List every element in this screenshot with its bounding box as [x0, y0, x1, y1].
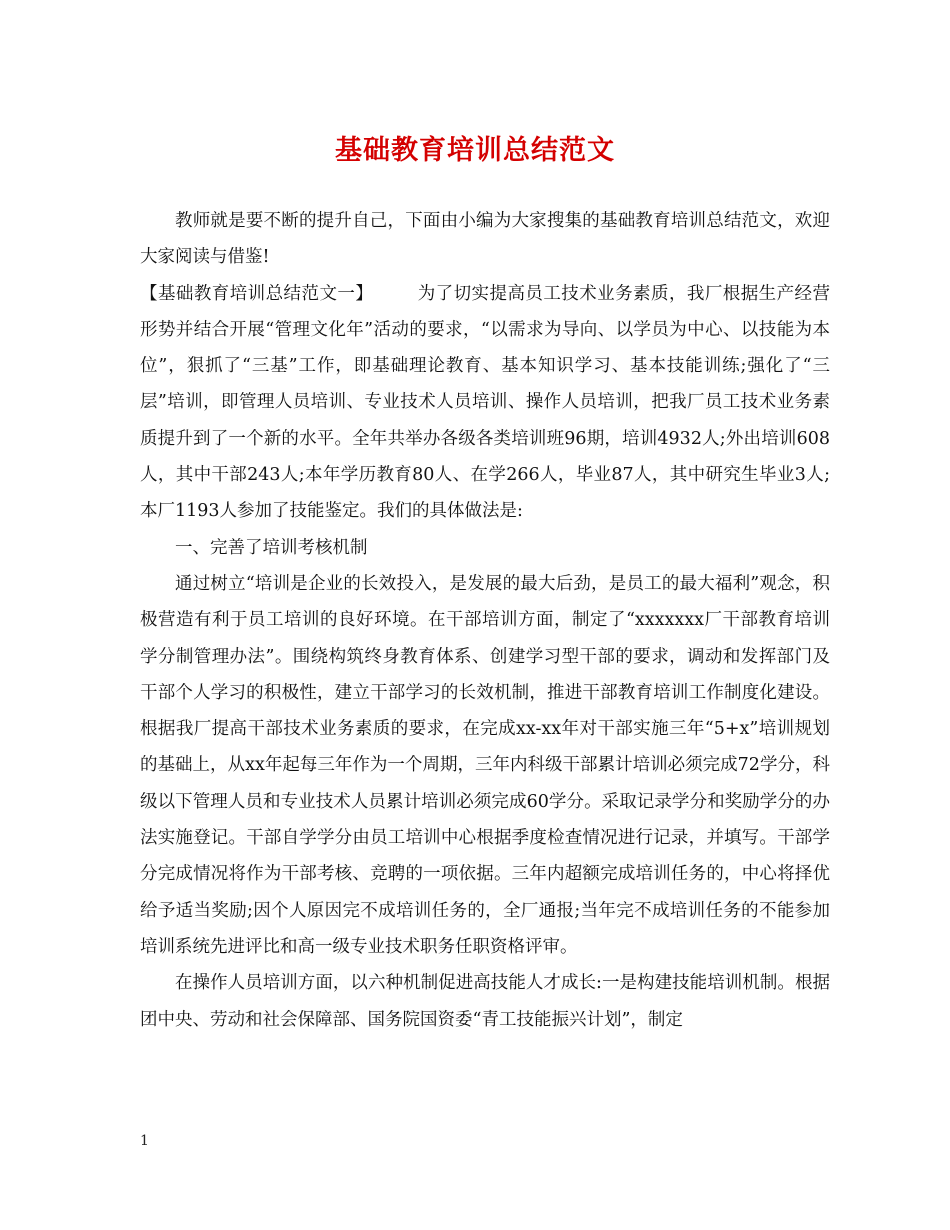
section-one-paragraph [140, 276, 830, 530]
page-number: 1 [140, 1133, 149, 1149]
section-tag: 【基础教育培训总结范文一】 [140, 283, 374, 304]
body-paragraph: 在操作人员培训方面，以六种机制促进高技能人才成长:一是构建技能培训机制。根据团中央、劳动和社会保障部、国务院国资委“青工技能振兴计划”，制定 [140, 973, 830, 1030]
section-one-text: 为了切实提高员工技术业务素质，我厂根据生产经营形势并结合开展“管理文化年”活动的要求，“以需求为导向、以学员为中心、以技能为本位”，狠抓了“三基”工作，即基础理论教育、基本知识学习、基本技能训练;强化了“三层”培训，即管理人员培训、专业技术人员培训、操作人员培训，把我厂员工技术业务素质提升到了一个新的水平。全年共举办各级各类培训班96期，培训4932人;外出培训608人，其中干部243人;本年学历教育80人、在学266人，毕业87人，其中研究生毕业3人;本厂1193人参加了技能鉴定。我们的具体做法是: [140, 283, 831, 522]
document-body [140, 203, 830, 1038]
subheading: 一、完善了培训考核机制 [175, 537, 368, 558]
document-title: 基础教育培训总结范文 [335, 135, 615, 166]
intro-paragraph: 教师就是要不断的提升自己，下面由小编为大家搜集的基础教育培训总结范文，欢迎大家阅读与借鉴! [140, 211, 830, 268]
body-paragraph: 通过树立“培训是企业的长效投入，是发展的最大后劲，是员工的最大福利”观念，积极营造有利于员工培训的良好环境。在干部培训方面，制定了“xxxxxxx厂干部教育培训学分制管理办法”。围绕构筑终身教育体系、创建学习型干部的要求，调动和发挥部门及干部个人学习的积极性，建立干部学习的长效机制，推进干部教育培训工作制度化建设。根据我厂提高干部技术业务素质的要求，在完成xx-xx年对干部实施三年“5+x”培训规划的基础上，从xx年起每三年作为一个周期，三年内科级干部累计培训必须完成72学分，科级以下管理人员和专业技术人员累计培训必须完成60学分。采取记录学分和奖励学分的办法实施登记。干部自学学分由员工培训中心根据季度检查情况进行记录，并填写。干部学分完成情况将作为干部考核、竞聘的一项依据。三年内超额完成培训任务的，中心将择优给予适当奖励;因个人原因完不成培训任务的，全厂通报;当年完不成培训任务的不能参加培训系统先进评比和高一级专业技术职务任职资格评审。 [140, 573, 830, 957]
